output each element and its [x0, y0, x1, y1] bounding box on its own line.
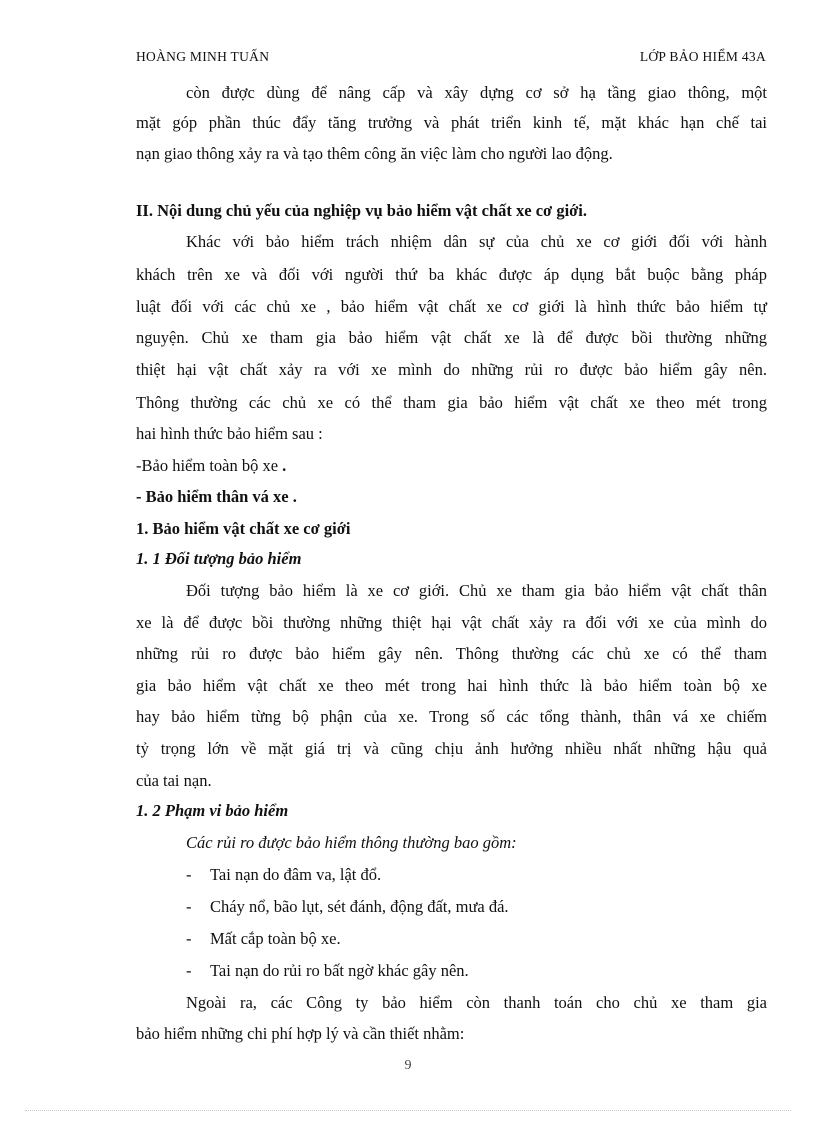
paragraph-line: nguyện. Chủ xe tham gia bảo hiểm vật chất xe là để được bồi thường những [136, 328, 767, 347]
paragraph-line: tỷ trọng lớn về mặt giá trị và cũng chịu ảnh hưởng nhiều nhất những hậu quả [136, 739, 767, 758]
author-name: HOÀNG MINH TUẤN [136, 49, 270, 64]
risks-intro: Các rủi ro được bảo hiểm thông thường bao gồm: [186, 833, 517, 852]
risk-item: - Cháy nổ, bão lụt, sét đánh, động đất, mưa đá. [186, 897, 509, 916]
paragraph-line: thiệt hại vật chất xảy ra với xe mình do những rủi ro được bảo hiểm gây nên. [136, 360, 767, 379]
footer-divider [25, 1110, 791, 1111]
subsection-title: 1. Bảo hiểm vật chất xe cơ giới [136, 519, 351, 538]
risk-item: - Tai nạn do đâm va, lật đổ. [186, 865, 382, 884]
class-name: LỚP BẢO HIỂM 43A [639, 49, 766, 64]
paragraph-line: gia bảo hiểm vật chất xe theo mét trong hai hình thức là bảo hiểm toàn bộ xe [136, 676, 767, 695]
paragraph-line: mặt góp phần thúc đẩy tăng trưởng và phát triển kinh tế, mặt khác hạn chế tai [136, 113, 767, 132]
subsection-title: 1. 1 Đối tượng bảo hiểm [136, 549, 302, 568]
paragraph-line: những rủi ro được bảo hiểm gây nên. Thông thường các chủ xe có thể tham [136, 644, 767, 663]
paragraph-line: hay bảo hiểm từng bộ phận của xe. Trong số các tổng thành, thân vá xe chiếm [136, 707, 767, 726]
paragraph-line: Ngoài ra, các Công ty bảo hiểm còn thanh toán cho chủ xe tham gia [186, 993, 767, 1012]
paragraph-line: Đối tượng bảo hiểm là xe cơ giới. Chủ xe tham gia bảo hiểm vật chất thân [186, 581, 767, 600]
paragraph-line: nạn giao thông xảy ra và tạo thêm công ăn việc làm cho người lao động. [136, 144, 613, 163]
page-number: 9 [404, 1058, 412, 1073]
paragraph-line: hai hình thức bảo hiểm sau : [136, 424, 323, 443]
page-header [136, 49, 766, 69]
insurance-form-item: - Bảo hiểm thân vá xe . [136, 487, 297, 506]
paragraph-line: luật đối với các chủ xe , bảo hiểm vật chất xe cơ giới là hình thức bảo hiểm tự [136, 297, 767, 316]
subsection-title: 1. 2 Phạm vi bảo hiểm [136, 801, 289, 820]
paragraph-line: Khác với bảo hiểm trách nhiệm dân sự của chủ xe cơ giới đối với hành [186, 232, 767, 251]
paragraph-line: của tai nạn. [136, 771, 212, 790]
risk-item: - Tai nạn do rủi ro bất ngờ khác gây nên. [186, 961, 469, 980]
paragraph-line: xe là để được bồi thường những thiệt hại vật chất xảy ra đối với xe của mình do [136, 613, 767, 632]
paragraph-line: bảo hiểm những chi phí hợp lý và cần thiết nhằm: [136, 1024, 465, 1043]
paragraph-line: khách trên xe và đối với người thứ ba khác được áp dụng bắt buộc bằng pháp [136, 265, 767, 284]
paragraph-line: còn được dùng để nâng cấp và xây dựng cơ sở hạ tầng giao thông, một [186, 83, 767, 102]
risk-item: - Mất cắp toàn bộ xe. [186, 929, 341, 948]
paragraph-line: Thông thường các chủ xe có thể tham gia bảo hiểm vật chất xe theo mét trong [136, 393, 767, 412]
insurance-form-item: -Bảo hiểm toàn bộ xe . [136, 456, 287, 475]
section-title: II. Nội dung chủ yếu của nghiệp vụ bảo hiểm vật chất xe cơ giới. [136, 201, 587, 220]
